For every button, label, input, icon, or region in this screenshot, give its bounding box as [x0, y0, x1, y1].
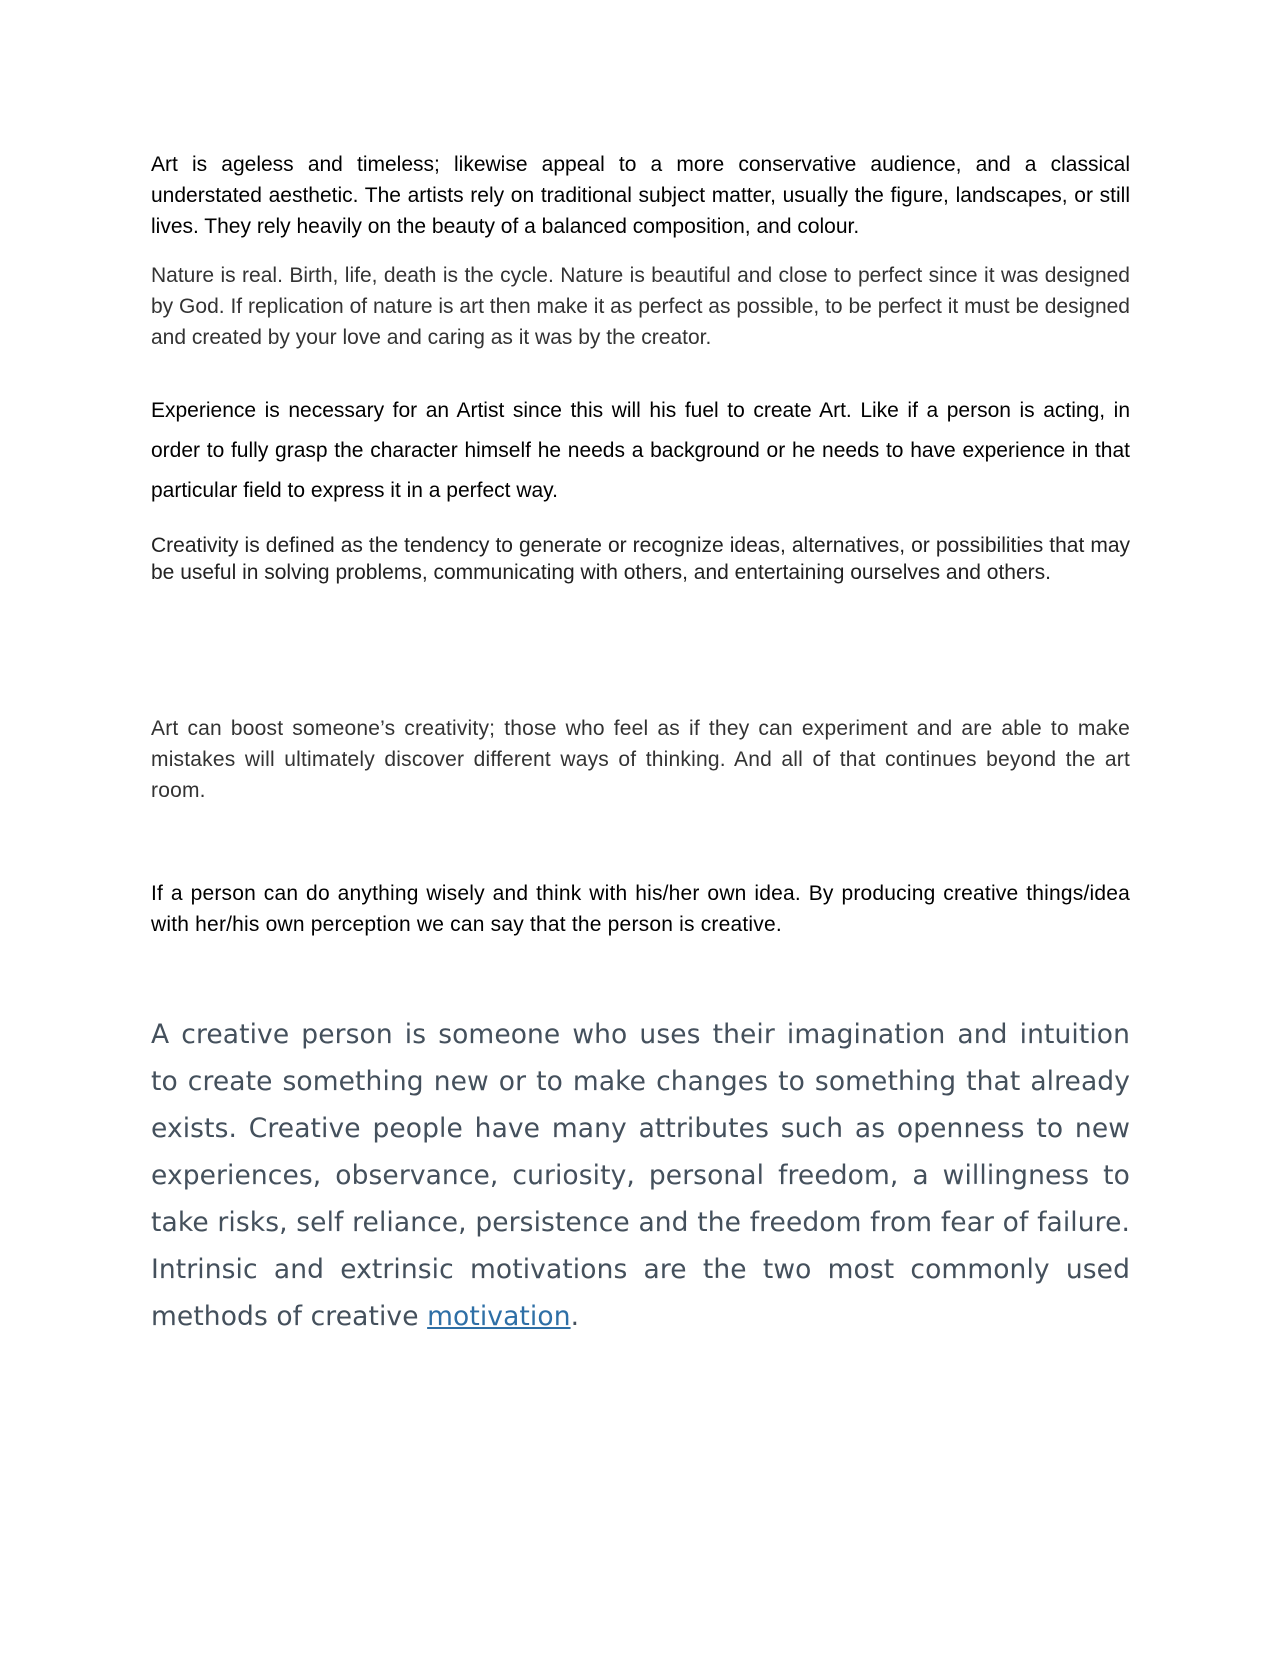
paragraph-creative-person	[151, 1011, 1130, 1340]
creative-person-text: A creative person is someone who uses their imagination and intuition to create something new or to make changes to something that already exists. Creative people have many attributes such as openness to new experiences, observance, curiosity, personal freedom, a willingness to take risks, self reliance, persistence and the freedom from fear of failure. Intrinsic and extrinsic motivations are the two most commonly used methods of creative	[151, 1019, 1130, 1332]
paragraph-person-is-creative: If a person can do anything wisely and think with his/her own idea. By producing creative things/idea with her/his own perception we can say that the person is creative.	[151, 882, 1130, 936]
paragraph-experience: Experience is necessary for an Artist since this will his fuel to create Art. Like if a person is acting, in order to fully grasp the character himself he needs a background or he needs to have experience in that particular field to express it in a perfect way.	[151, 399, 1130, 502]
paragraph-creativity-definition: Creativity is defined as the tendency to generate or recognize ideas, alternatives, or possibilities that may be useful in solving problems, communicating with others, and entertaining ourselves and others.	[151, 534, 1130, 584]
paragraph-nature-is-real: Nature is real. Birth, life, death is the cycle. Nature is beautiful and close to perfect since it was designed by God. If replication of nature is art then make it as perfect as possible, to be perfect it must be designed and created by your love and caring as it was by the creator.	[151, 264, 1130, 349]
creative-person-tail: .	[570, 1301, 580, 1332]
paragraph-art-boosts-creativity: Art can boost someone’s creativity; those who feel as if they can experiment and are able to make mistakes will ultimately discover different ways of thinking. And all of that continues beyond the art room.	[151, 717, 1130, 802]
paragraph-art-ageless: Art is ageless and timeless; likewise appeal to a more conservative audience, and a classical understated aesthetic. The artists rely on traditional subject matter, usually the figure, landscapes, or still lives. They rely heavily on the beauty of a balanced composition, and colour.	[151, 153, 1130, 238]
motivation-link[interactable]: motivation	[427, 1301, 571, 1332]
